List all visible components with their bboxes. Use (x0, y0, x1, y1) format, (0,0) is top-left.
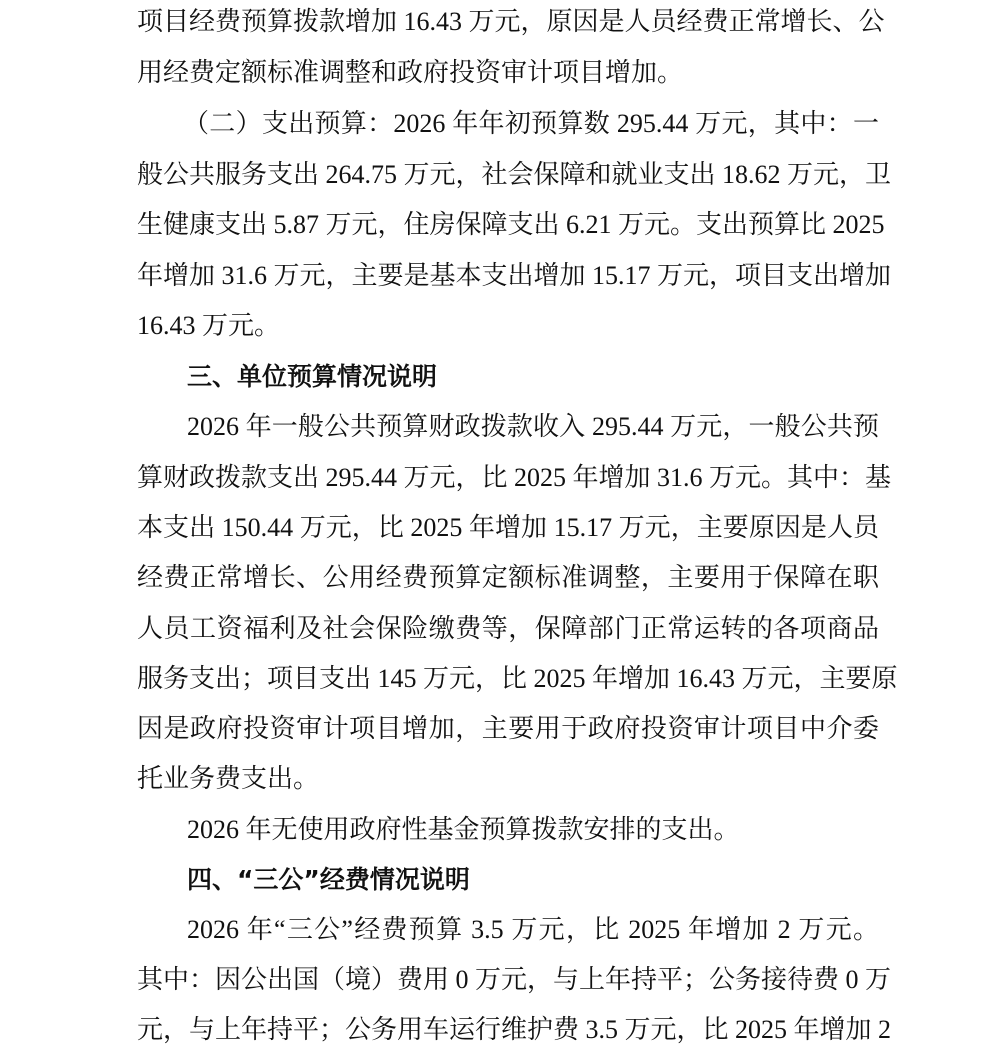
paragraph-line: 算财政拨款支出 295.44 万元，比 2025 年增加 31.6 万元。其中：基 (137, 463, 892, 492)
paragraph-line: 用经费定额标准调整和政府投资审计项目增加。 (137, 58, 684, 87)
paragraph-line: 托业务费支出。 (137, 764, 320, 793)
paragraph-line: 2026 年一般公共预算财政拨款收入 295.44 万元，一般公共预 (187, 412, 879, 441)
section-heading-unit-budget: 三、单位预算情况说明 (187, 362, 438, 391)
paragraph-line: 服务支出；项目支出 145 万元，比 2025 年增加 16.43 万元，主要原 (137, 664, 898, 693)
paragraph-line: 本支出 150.44 万元，比 2025 年增加 15.17 万元，主要原因是人员 (137, 513, 879, 542)
paragraph-line: 2026 年“三公”经费预算 3.5 万元，比 2025 年增加 2 万元。 (187, 915, 879, 944)
paragraph-line: 2026 年无使用政府性基金预算拨款安排的支出。 (187, 815, 740, 844)
paragraph-line: 般公共服务支出 264.75 万元，社会保障和就业支出 18.62 万元，卫 (137, 160, 892, 189)
paragraph-line: 人员工资福利及社会保险缴费等，保障部门正常运转的各项商品 (137, 614, 879, 643)
paragraph-line: 生健康支出 5.87 万元，住房保障支出 6.21 万元。支出预算比 2025 (137, 210, 885, 239)
paragraph-line: 其中：因公出国（境）费用 0 万元，与上年持平；公务接待费 0 万 (137, 965, 892, 994)
subsection-expenditure-budget: （二）支出预算：2026 年年初预算数 295.44 万元，其中：一 (183, 109, 879, 138)
section-heading-three-public-expenses: 四、“三公”经费情况说明 (187, 865, 470, 894)
paragraph-line: 元，与上年持平；公务用车运行维护费 3.5 万元，比 2025 年增加 2 (137, 1015, 892, 1044)
paragraph-line: 年增加 31.6 万元，主要是基本支出增加 15.17 万元，项目支出增加 (137, 261, 892, 290)
paragraph-line: 16.43 万元。 (137, 311, 281, 340)
paragraph-line: 经费正常增长、公用经费预算定额标准调整，主要用于保障在职 (137, 563, 879, 592)
paragraph-line: 因是政府投资审计项目增加，主要用于政府投资审计项目中介委 (137, 714, 879, 743)
paragraph-line: 项目经费预算拨款增加 16.43 万元，原因是人员经费正常增长、公 (137, 7, 885, 36)
